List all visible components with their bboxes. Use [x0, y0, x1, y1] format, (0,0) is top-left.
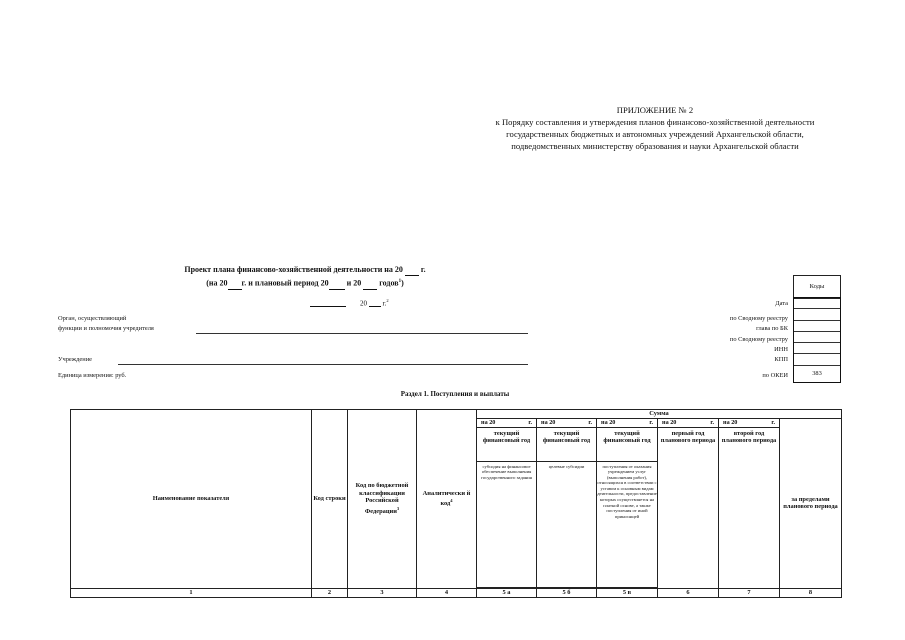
- sub-target-subsidies: целевые субсидии: [537, 461, 597, 587]
- year-prefix-5a: на 20: [481, 418, 496, 426]
- title-year-blank[interactable]: [405, 275, 419, 276]
- code-date[interactable]: [794, 298, 840, 309]
- institution-label: Учреждение: [58, 356, 92, 363]
- date-year-blank[interactable]: [369, 306, 381, 307]
- year-suffix-5v: г.: [649, 418, 653, 426]
- year-prefix-6: на 20: [662, 418, 677, 426]
- year-cell-7[interactable]: [719, 418, 780, 427]
- organ-label-2: функции и полномочия учредителя: [58, 325, 154, 332]
- header-analytic-footnote: 4: [450, 498, 453, 504]
- year-prefix-5v: на 20: [601, 418, 616, 426]
- code-registry-2[interactable]: [794, 332, 840, 343]
- header-name: Наименование показателя: [71, 410, 312, 589]
- sub-subsidy-state-task: субсидия на финансовое обеспечение выполнения государственного задания: [477, 461, 537, 587]
- title-line1-suffix: г.: [420, 265, 426, 274]
- period-first-plan: первый год планового периода: [658, 427, 719, 588]
- year-cell-5b[interactable]: [537, 418, 597, 427]
- codes-header: Коды: [793, 275, 841, 299]
- title-line2-blank-2[interactable]: [329, 289, 345, 290]
- code-chapter[interactable]: [794, 321, 840, 332]
- col-number-8: 8: [780, 588, 842, 597]
- section-title: Раздел 1. Поступления и выплаты: [400, 390, 510, 398]
- year-cell-5a[interactable]: [477, 418, 537, 427]
- plan-title: [140, 264, 470, 290]
- period-second-plan: второй год планового периода: [719, 427, 780, 588]
- institution-input-line[interactable]: [118, 364, 528, 365]
- title-line2-blank-1[interactable]: [228, 289, 242, 290]
- registry-label-2: по Сводному реестру: [729, 336, 788, 343]
- period-current-5b: текущий финансовый год: [537, 427, 597, 461]
- col-number-5b: 5 б: [537, 588, 597, 597]
- inn-label: ИНН: [774, 346, 788, 353]
- date-suffix: г.: [382, 299, 387, 308]
- title-line1-prefix: Проект плана финансово-хозяйственной деятельности на 20: [184, 265, 403, 274]
- title-line2-prefix: (на 20: [206, 278, 228, 288]
- appendix-number: ПРИЛОЖЕНИЕ № 2: [616, 105, 694, 115]
- title-footnote: 1: [398, 279, 402, 284]
- header-line-code: Код строки: [312, 410, 348, 589]
- unit-label: Единица измерения: руб.: [58, 372, 127, 379]
- title-line2-suffix: годов: [379, 278, 399, 288]
- code-inn[interactable]: [794, 343, 840, 354]
- year-suffix-7: г.: [771, 418, 775, 426]
- organ-input-line[interactable]: [196, 333, 528, 334]
- date-code-label: Дата: [775, 300, 788, 307]
- col-number-1: 1: [71, 588, 312, 597]
- kpp-label: КПП: [774, 356, 788, 363]
- sub-paid-services: поступления от оказания учреждением услуг (выполнения работ), относящихся в соответствии с уставом к основным видам деятельности, предоставление которых осуществляется на платной основе, а также поступления от иной приносящей: [597, 461, 658, 587]
- year-prefix-7: на 20: [723, 418, 738, 426]
- receipts-payments-table: [70, 409, 842, 598]
- code-kpp[interactable]: [794, 354, 840, 365]
- year-suffix-6: г.: [710, 418, 714, 426]
- year-suffix-5a: г.: [528, 418, 532, 426]
- col-number-2: 2: [312, 588, 348, 597]
- period-current-5a: текущий финансовый год: [477, 427, 537, 461]
- date-year-prefix: 20: [360, 299, 367, 308]
- code-okei[interactable]: 383: [812, 369, 822, 377]
- date-day-blank[interactable]: [310, 306, 346, 307]
- period-current-5v: текущий финансовый год: [597, 427, 658, 461]
- header-budget-code-text: Код по бюджетной классификации Российской Федерации: [355, 482, 409, 515]
- year-cell-6[interactable]: [658, 418, 719, 427]
- codes-box: [793, 297, 841, 383]
- col-number-7: 7: [719, 588, 780, 597]
- header-sum: Сумма: [477, 410, 842, 419]
- year-cell-5v[interactable]: [597, 418, 658, 427]
- title-line2-blank-3[interactable]: [363, 289, 377, 290]
- chapter-label: глава по БК: [756, 325, 788, 332]
- title-line2-mid1: г. и плановый период 20: [241, 278, 329, 288]
- appendix-line-3: подведомственных министерству образования и науки Архангельской области: [511, 141, 799, 151]
- registry-label-1: по Сводному реестру: [729, 315, 788, 322]
- year-suffix-5b: г.: [588, 418, 592, 426]
- header-analytic-code: [417, 410, 477, 589]
- col-number-6: 6: [658, 588, 719, 597]
- col-number-3: 3: [348, 588, 417, 597]
- appendix-header: [455, 104, 855, 152]
- okei-label: по ОКЕИ: [762, 372, 788, 379]
- col-number-4: 4: [417, 588, 477, 597]
- date-footnote: 2: [386, 298, 389, 303]
- organ-label-1: Орган, осуществляющий: [58, 315, 127, 322]
- code-registry-1[interactable]: [794, 309, 840, 320]
- col-number-5v: 5 в: [597, 588, 658, 597]
- appendix-line-2: государственных бюджетных и автономных учреждений Архангельской области,: [506, 129, 804, 139]
- year-prefix-5b: на 20: [541, 418, 556, 426]
- header-budget-code: [348, 410, 417, 589]
- title-line2-mid2: и 20: [346, 278, 362, 288]
- header-analytic-code-text: Аналитически й код: [422, 489, 471, 508]
- date-line: [310, 298, 389, 307]
- title-line2-close: ): [401, 278, 404, 288]
- appendix-line-1: к Порядку составления и утверждения планов финансово-хозяйственной деятельности: [495, 117, 815, 127]
- col-number-5a: 5 а: [477, 588, 537, 597]
- header-budget-footnote: 3: [396, 505, 400, 511]
- header-beyond-period: за пределами планового периода: [780, 418, 842, 588]
